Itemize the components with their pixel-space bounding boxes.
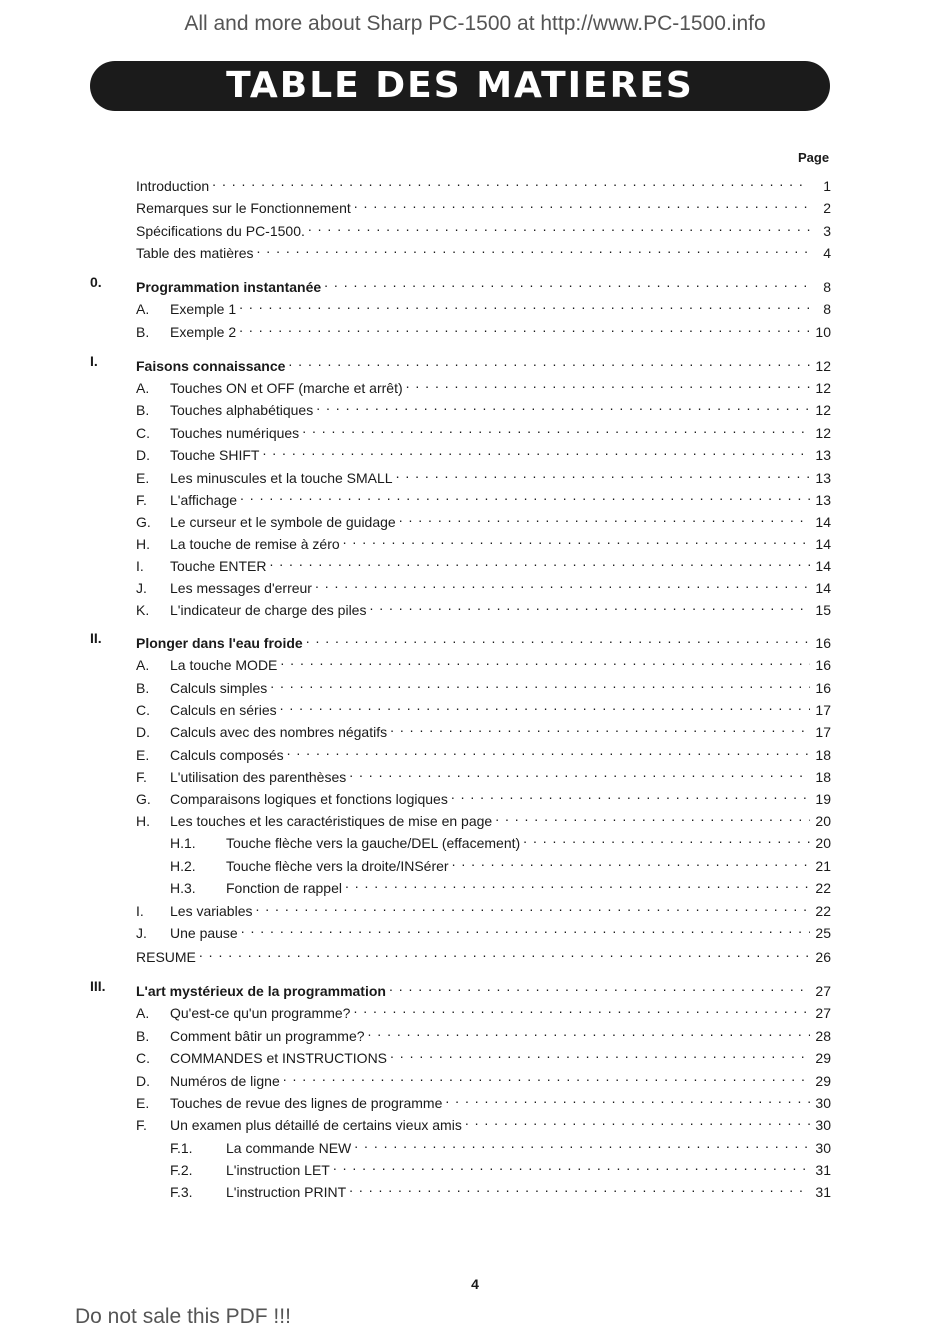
toc-dot-leader [288, 351, 810, 371]
toc-section-letter: H. [136, 813, 150, 829]
toc-entry [90, 351, 831, 374]
toc-entry-page: 30 [815, 1117, 831, 1133]
toc-dot-leader [262, 440, 810, 460]
toc-entry-page: 12 [815, 425, 831, 441]
toc-entry-page: 28 [815, 1028, 831, 1044]
toc-entry-title: Calculs avec des nombres négatifs [170, 724, 388, 740]
toc-section-letter: C. [136, 702, 150, 718]
toc-dot-leader [354, 193, 810, 213]
toc-entry-title: Touches numériques [170, 425, 300, 441]
toc-dot-leader [302, 418, 810, 438]
toc-entry [136, 395, 831, 418]
toc-entry [136, 942, 831, 965]
toc-section-letter: B. [136, 680, 150, 696]
toc-entry-page: 18 [815, 769, 831, 785]
toc-dot-leader [343, 529, 810, 549]
toc-entry-page: 12 [815, 380, 831, 396]
toc-entry-page: 19 [815, 791, 831, 807]
toc-entry-page: 25 [815, 925, 831, 941]
toc-dot-leader [495, 806, 810, 826]
toc-entry-title: Calculs composés [170, 747, 284, 763]
toc-entry-page: 22 [815, 880, 831, 896]
toc-chapter-number: II. [90, 630, 102, 646]
toc-entry-page: 31 [815, 1162, 831, 1178]
toc-subsection-number: H.3. [170, 880, 196, 896]
toc-entry-title: Fonction de rappel [226, 880, 342, 896]
toc-entry-page: 13 [815, 470, 831, 486]
toc-dot-leader [406, 373, 810, 393]
toc-section-letter: D. [136, 1073, 150, 1089]
toc-dot-leader [399, 507, 810, 527]
toc-dot-leader [333, 1155, 810, 1175]
toc-section-letter: A. [136, 380, 150, 396]
toc-entry-page: 14 [815, 536, 831, 552]
toc-dot-leader [308, 216, 810, 236]
toc-dot-leader [396, 463, 810, 483]
toc-dot-leader [269, 551, 810, 571]
toc-entry-page: 13 [815, 492, 831, 508]
toc-entry [136, 485, 831, 508]
toc-entry-title: Qu'est-ce qu'un programme? [170, 1005, 351, 1021]
toc-entry [136, 806, 831, 829]
toc-entry [136, 216, 831, 239]
toc-entry-title: Touche flèche vers la droite/INSérer [226, 858, 449, 874]
toc-entry-page: 15 [815, 602, 831, 618]
toc-section-letter: E. [136, 470, 150, 486]
toc-entry-page: 1 [823, 178, 831, 194]
toc-entry [136, 1110, 831, 1133]
toc-entry-title: Exemple 1 [170, 301, 237, 317]
toc-entry-title: RESUME [136, 949, 196, 965]
toc-entry [136, 851, 831, 874]
toc-entry-page: 14 [815, 580, 831, 596]
toc-dot-leader [257, 238, 810, 258]
toc-entry-page: 4 [823, 245, 831, 261]
page-column-label: Page [798, 150, 830, 165]
toc-dot-leader [345, 873, 810, 893]
toc-entry-page: 8 [823, 301, 831, 317]
toc-entry-title: Le curseur et le symbole de guidage [170, 514, 396, 530]
toc-dot-leader [315, 573, 810, 593]
toc-entry-title: L'art mystérieux de la programmation [136, 983, 386, 999]
toc-entry-page: 26 [815, 949, 831, 965]
toc-entry-title: La touche MODE [170, 657, 278, 673]
toc-dot-leader [306, 628, 810, 648]
toc-entry-page: 30 [815, 1140, 831, 1156]
toc-dot-leader [523, 828, 810, 848]
toc-entry-title: Comparaisons logiques et fonctions logiques [170, 791, 448, 807]
toc-entry-page: 12 [815, 358, 831, 374]
toc-dot-leader [390, 1043, 810, 1063]
toc-entry-title: Touche ENTER [170, 558, 267, 574]
toc-subsection-number: H.2. [170, 858, 196, 874]
toc-section-letter: H. [136, 536, 150, 552]
toc-section-letter: B. [136, 1028, 150, 1044]
toc-section-letter: A. [136, 1005, 150, 1021]
toc-entry-title: Programmation instantanée [136, 279, 322, 295]
toc-entry [136, 1155, 831, 1178]
toc-entry [136, 1043, 831, 1066]
toc-dot-leader [240, 485, 810, 505]
toc-entry [136, 529, 831, 552]
toc-entry [136, 507, 831, 530]
toc-entry [90, 628, 831, 651]
toc-section-letter: I. [136, 558, 144, 574]
toc-entry-page: 17 [815, 702, 831, 718]
toc-section-letter: I. [136, 903, 144, 919]
toc-entry [136, 650, 831, 673]
toc-entry [90, 976, 831, 999]
toc-entry [136, 294, 831, 317]
toc-entry-title: L'instruction LET [226, 1162, 330, 1178]
toc-dot-leader [368, 1021, 810, 1041]
toc-entry-page: 18 [815, 747, 831, 763]
toc-entry-title: Touches alphabétiques [170, 402, 314, 418]
toc-entry [136, 238, 831, 261]
toc-section-letter: J. [136, 580, 147, 596]
toc-section-letter: F. [136, 769, 147, 785]
toc-entry [136, 373, 831, 396]
toc-entry [136, 595, 831, 618]
toc-dot-leader [353, 998, 810, 1018]
toc-subsection-number: H.1. [170, 835, 196, 851]
toc-section-letter: J. [136, 925, 147, 941]
toc-entry-title: Comment bâtir un programme? [170, 1028, 365, 1044]
toc-entry-title: Spécifications du PC-1500. [136, 223, 305, 239]
toc-entry-page: 27 [815, 1005, 831, 1021]
toc-entry-page: 14 [815, 514, 831, 530]
toc-dot-leader [465, 1110, 810, 1130]
toc-dot-leader [452, 851, 810, 871]
toc-section-letter: K. [136, 602, 150, 618]
toc-dot-leader [445, 1088, 810, 1108]
toc-dot-leader [256, 896, 811, 916]
toc-entry [136, 573, 831, 596]
toc-entry-page: 8 [823, 279, 831, 295]
toc-section-letter: E. [136, 747, 150, 763]
toc-entry-title: Un examen plus détaillé de certains vieux amis [170, 1117, 462, 1133]
toc-dot-leader [287, 740, 810, 760]
toc-chapter-number: III. [90, 978, 106, 994]
toc-entry [136, 998, 831, 1021]
toc-entry-page: 3 [823, 223, 831, 239]
toc-entry-page: 16 [815, 657, 831, 673]
toc-entry [136, 918, 831, 941]
toc-entry-title: Remarques sur le Fonctionnement [136, 200, 351, 216]
toc-entry [136, 695, 831, 718]
toc-chapter-number: I. [90, 353, 98, 369]
toc-entry [136, 1088, 831, 1111]
toc-entry-title: Touche flèche vers la gauche/DEL (effacement) [226, 835, 521, 851]
toc-entry [136, 440, 831, 463]
toc-section-letter: B. [136, 324, 150, 340]
toc-entry-page: 14 [815, 558, 831, 574]
toc-entry-page: 29 [815, 1050, 831, 1066]
toc-entry-title: Une pause [170, 925, 238, 941]
toc-subsection-number: F.2. [170, 1162, 193, 1178]
toc-section-letter: G. [136, 791, 151, 807]
toc-section-letter: C. [136, 425, 150, 441]
toc-entry-page: 27 [815, 983, 831, 999]
page-number: 4 [471, 1276, 479, 1292]
toc-entry-title: La commande NEW [226, 1140, 352, 1156]
toc-entry-title: Introduction [136, 178, 210, 194]
toc-section-letter: G. [136, 514, 151, 530]
toc-dot-leader [316, 395, 810, 415]
toc-entry-page: 16 [815, 635, 831, 651]
toc-section-letter: E. [136, 1095, 150, 1111]
toc-entry-title: COMMANDES et INSTRUCTIONS [170, 1050, 388, 1066]
toc-dot-leader [283, 1066, 810, 1086]
toc-chapter-number: 0. [90, 274, 102, 290]
toc-dot-leader [324, 272, 810, 292]
toc-entry-page: 20 [815, 835, 831, 851]
toc-dot-leader [280, 695, 810, 715]
toc-section-letter: A. [136, 301, 150, 317]
toc-section-letter: A. [136, 657, 150, 673]
toc-entry [136, 463, 831, 486]
toc-section-letter: D. [136, 447, 150, 463]
toc-dot-leader [212, 171, 810, 191]
toc-entry-page: 22 [815, 903, 831, 919]
toc-entry-title: L'utilisation des parenthèses [170, 769, 347, 785]
toc-entry [136, 717, 831, 740]
toc-entry-page: 20 [815, 813, 831, 829]
toc-entry [136, 551, 831, 574]
toc-dot-leader [349, 762, 810, 782]
toc-entry-title: Calculs simples [170, 680, 268, 696]
toc-entry-page: 16 [815, 680, 831, 696]
toc-dot-leader [270, 673, 810, 693]
toc-entry-title: Numéros de ligne [170, 1073, 280, 1089]
toc-dot-leader [241, 918, 810, 938]
title-banner: TABLE DES MATIERES [90, 61, 830, 111]
toc-entry-page: 12 [815, 402, 831, 418]
toc-entry [136, 1133, 831, 1156]
toc-entry [136, 828, 831, 851]
toc-entry [136, 193, 831, 216]
toc-entry-title: La touche de remise à zéro [170, 536, 340, 552]
toc-dot-leader [389, 976, 810, 996]
toc-entry-page: 10 [815, 324, 831, 340]
toc-dot-leader [354, 1133, 810, 1153]
toc-entry-title: Les touches et les caractéristiques de mise en page [170, 813, 493, 829]
toc-dot-leader [369, 595, 810, 615]
toc-entry [136, 317, 831, 340]
toc-subsection-number: F.3. [170, 1184, 193, 1200]
toc-entry-page: 13 [815, 447, 831, 463]
toc-entry [136, 418, 831, 441]
toc-dot-leader [199, 942, 810, 962]
toc-entry-title: L'indicateur de charge des piles [170, 602, 367, 618]
toc-dot-leader [239, 294, 810, 314]
toc-entry-title: L'instruction PRINT [226, 1184, 347, 1200]
toc-entry [136, 784, 831, 807]
toc-entry [136, 673, 831, 696]
toc-entry-title: Touches de revue des lignes de programme [170, 1095, 443, 1111]
toc-entry [136, 171, 831, 194]
toc-entry [136, 1066, 831, 1089]
toc-section-letter: C. [136, 1050, 150, 1066]
toc-entry-title: Touche SHIFT [170, 447, 260, 463]
toc-entry-page: 21 [815, 858, 831, 874]
toc-entry-title: Exemple 2 [170, 324, 237, 340]
toc-entry-title: Calculs en séries [170, 702, 277, 718]
toc-entry [136, 896, 831, 919]
toc-subsection-number: F.1. [170, 1140, 193, 1156]
toc-entry [90, 272, 831, 295]
toc-entry [136, 873, 831, 896]
watermark-bottom: Do not sale this PDF !!! [75, 1305, 291, 1328]
toc-section-letter: F. [136, 1117, 147, 1133]
toc-entry-title: Plonger dans l'eau froide [136, 635, 303, 651]
toc-section-letter: D. [136, 724, 150, 740]
toc-entry-page: 17 [815, 724, 831, 740]
toc-entry [136, 1021, 831, 1044]
toc-entry [136, 762, 831, 785]
toc-entry-title: Les minuscules et la touche SMALL [170, 470, 393, 486]
toc-entry-page: 31 [815, 1184, 831, 1200]
toc-entry-page: 2 [823, 200, 831, 216]
toc-dot-leader [451, 784, 810, 804]
toc-dot-leader [280, 650, 810, 670]
toc-section-letter: B. [136, 402, 150, 418]
toc-entry [136, 740, 831, 763]
watermark-top: All and more about Sharp PC-1500 at http://www.PC-1500.info [184, 12, 766, 35]
toc-entry-title: Touches ON et OFF (marche et arrêt) [170, 380, 403, 396]
toc-dot-leader [349, 1177, 810, 1197]
toc-entry-title: Table des matières [136, 245, 254, 261]
toc-entry-title: Faisons connaissance [136, 358, 286, 374]
toc-entry-page: 30 [815, 1095, 831, 1111]
toc-dot-leader [390, 717, 810, 737]
toc-entry-title: L'affichage [170, 492, 238, 508]
toc-entry-title: Les messages d'erreur [170, 580, 312, 596]
toc-section-letter: F. [136, 492, 147, 508]
toc-entry-page: 29 [815, 1073, 831, 1089]
toc-entry-title: Les variables [170, 903, 253, 919]
toc-dot-leader [239, 317, 810, 337]
toc-entry [136, 1177, 831, 1200]
